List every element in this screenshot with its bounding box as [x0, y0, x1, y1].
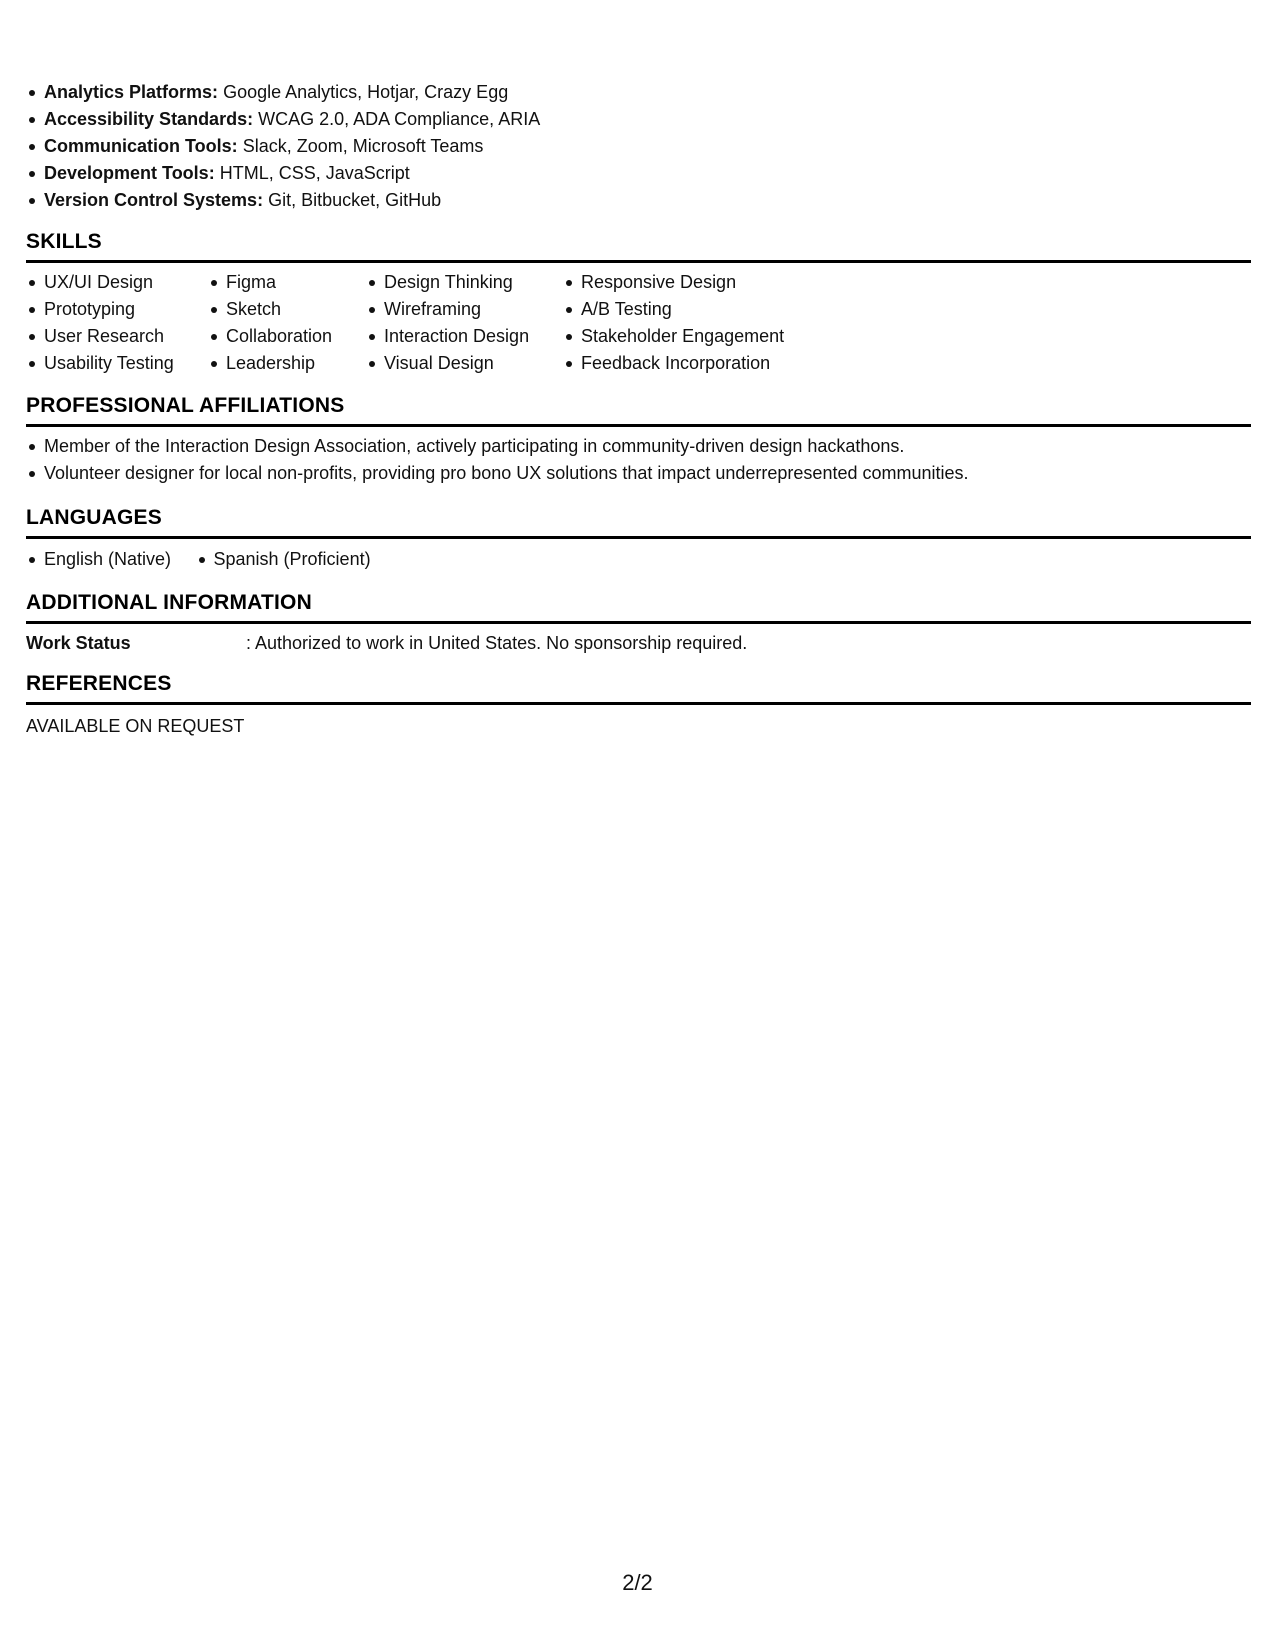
tools-list [26, 79, 1226, 214]
tools-item-value: Google Analytics, Hotjar, Crazy Egg [223, 82, 509, 102]
skill-item: Stakeholder Engagement [563, 323, 784, 350]
references-divider [26, 702, 1251, 705]
affiliations-list [26, 433, 969, 487]
page-number: 2/2 [622, 1570, 653, 1595]
references-text: AVAILABLE ON REQUEST [26, 716, 245, 736]
tools-item-value: HTML, CSS, JavaScript [219, 163, 410, 183]
skill-item: Interaction Design [366, 323, 529, 350]
languages-divider [26, 536, 1251, 539]
references-heading: REFERENCES [26, 672, 172, 695]
tools-item-label: Accessibility Standards: [44, 109, 254, 129]
affiliations-heading: PROFESSIONAL AFFILIATIONS [26, 394, 345, 417]
additional-info-heading: ADDITIONAL INFORMATION [26, 591, 312, 614]
tools-item-value: WCAG 2.0, ADA Compliance, ARIA [258, 109, 541, 129]
language-item: Spanish (Proficient) [196, 546, 371, 573]
affiliation-item: Member of the Interaction Design Association, actively participating in community-driven design hackathons. [26, 433, 969, 460]
tools-item-label: Development Tools: [44, 163, 215, 183]
tools-item-label: Communication Tools: [44, 136, 238, 156]
affiliation-item: Volunteer designer for local non-profits, providing pro bono UX solutions that impact underrepresented communities. [26, 460, 969, 487]
skills-column [563, 269, 784, 377]
skills-heading: SKILLS [26, 230, 102, 253]
skills-divider [26, 260, 1251, 263]
tools-item [26, 160, 1226, 187]
tools-item-value: Slack, Zoom, Microsoft Teams [242, 136, 484, 156]
tools-item [26, 106, 1226, 133]
tools-item-label: Version Control Systems: [44, 190, 264, 210]
skills-column [208, 269, 332, 377]
additional-info-divider [26, 621, 1251, 624]
skill-item: Usability Testing [26, 350, 174, 377]
skills-column [366, 269, 529, 377]
skill-item: User Research [26, 323, 174, 350]
skill-item: Feedback Incorporation [563, 350, 784, 377]
work-status-value: : Authorized to work in United States. No sponsorship required. [246, 633, 748, 653]
skill-item: A/B Testing [563, 296, 784, 323]
tools-item-value: Git, Bitbucket, GitHub [268, 190, 442, 210]
skill-item: Visual Design [366, 350, 529, 377]
skill-item: Design Thinking [366, 269, 529, 296]
work-status-label: Work Status [26, 633, 131, 653]
tools-item-label: Analytics Platforms: [44, 82, 219, 102]
skill-item: Leadership [208, 350, 332, 377]
skill-item: Collaboration [208, 323, 332, 350]
tools-item [26, 187, 1226, 214]
language-item: English (Native) [26, 546, 171, 573]
skill-item: Responsive Design [563, 269, 784, 296]
skill-item: Sketch [208, 296, 332, 323]
languages-heading: LANGUAGES [26, 506, 162, 529]
skill-item: UX/UI Design [26, 269, 174, 296]
skill-item: Figma [208, 269, 332, 296]
skills-column [26, 269, 174, 377]
affiliations-divider [26, 424, 1251, 427]
languages-list [26, 546, 391, 573]
tools-item [26, 133, 1226, 160]
skill-item: Prototyping [26, 296, 174, 323]
skill-item: Wireframing [366, 296, 529, 323]
tools-item [26, 79, 1226, 106]
